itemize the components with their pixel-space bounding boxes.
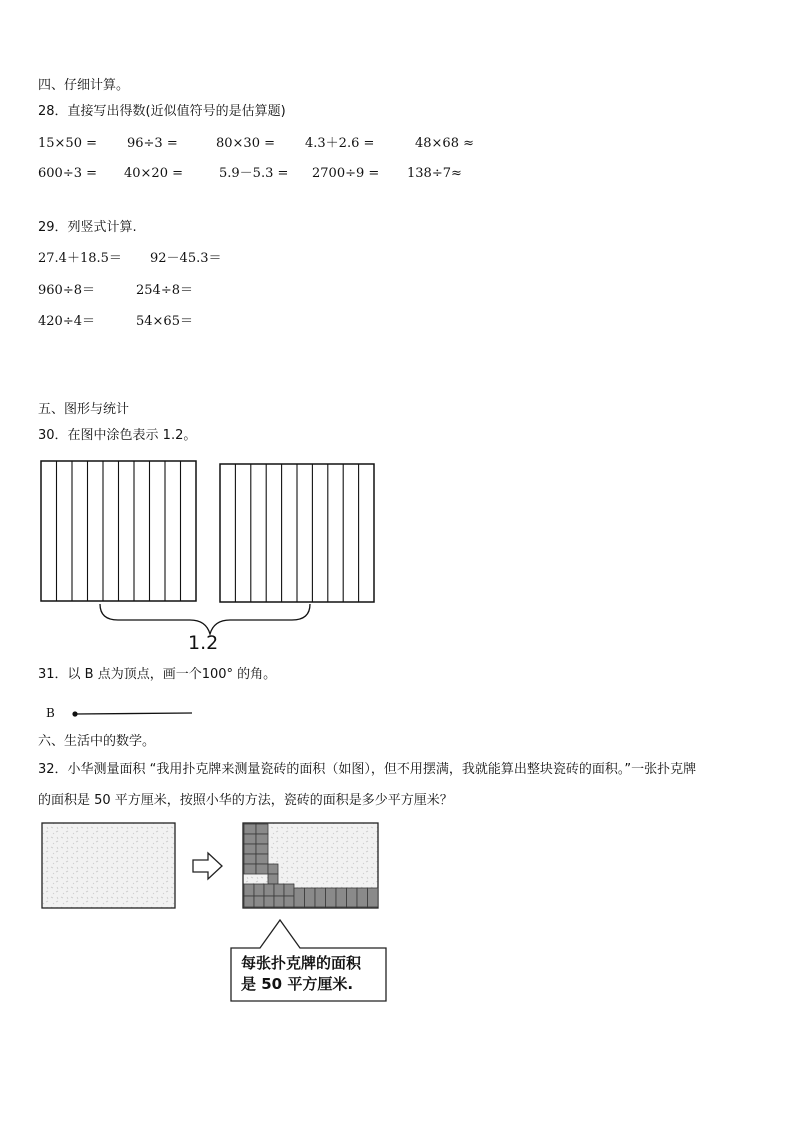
section-6-title: 六、生活中的数学。 [38, 734, 156, 749]
question-28-title: 28．直接写出得数(近似值符号的是估算题) [38, 104, 286, 119]
playing-card [256, 864, 268, 874]
playing-card [256, 824, 268, 834]
section-5-title: 五、图形与统计 [38, 402, 130, 417]
point-b-label: B [46, 706, 55, 720]
q28-item: 15×50 = [38, 136, 98, 151]
playing-card [274, 896, 284, 907]
playing-card [244, 896, 254, 907]
playing-card [244, 854, 256, 864]
q28-item: 600÷3 = [38, 166, 98, 181]
question-29-title: 29．列竖式计算. [38, 220, 137, 235]
q29-item: 254÷8＝ [136, 283, 193, 298]
playing-card [264, 896, 274, 907]
q29-item: 960÷8＝ [38, 283, 95, 298]
playing-card [254, 884, 264, 896]
playing-card [368, 888, 379, 907]
arrow-right-icon [193, 853, 222, 879]
q28-item: 4.3＋2.6 = [305, 136, 375, 151]
question-32-line-1: 32．小华测量面积 “我用扑克牌来测量瓷砖的面积（如图），但不用摆满，我就能算出整块瓷砖的面积。”一张扑克牌 [38, 762, 697, 777]
playing-card [244, 824, 256, 834]
q28-item: 80×30 = [216, 136, 276, 151]
playing-card [244, 844, 256, 854]
tile-left [42, 823, 175, 908]
playing-card [256, 834, 268, 844]
question-31-title: 31．以 B 点为顶点，画一个100° 的角。 [38, 667, 277, 682]
callout-line-1: 每张扑克牌的面积 [241, 954, 362, 972]
q29-item: 27.4＋18.5＝ [38, 251, 122, 266]
ray-b [70, 708, 195, 720]
decimal-grid-figure [0, 455, 400, 655]
q28-item: 96÷3 = [127, 136, 178, 151]
q28-item: 2700÷9 = [312, 166, 380, 181]
q29-item: 54×65＝ [136, 314, 193, 329]
playing-card [357, 888, 368, 907]
question-32-line-2: 的面积是 50 平方厘米，按照小华的方法，瓷砖的面积是多少平方厘米？ [38, 793, 453, 808]
playing-card [256, 854, 268, 864]
grid-left [41, 461, 196, 601]
brace [100, 604, 310, 634]
q28-item: 40×20 = [124, 166, 184, 181]
brace-label: 1.2 [188, 632, 219, 654]
playing-card [244, 834, 256, 844]
q29-item: 420÷4＝ [38, 314, 95, 329]
playing-card [244, 884, 254, 896]
q29-item: 92－45.3＝ [150, 251, 222, 266]
playing-card [264, 884, 274, 896]
q28-item: 138÷7≈ [407, 166, 462, 181]
callout-line-2: 是 50 平方厘米. [241, 975, 354, 993]
question-30-title: 30．在图中涂色表示 1.2。 [38, 428, 197, 443]
playing-card [284, 896, 294, 907]
playing-card [315, 888, 326, 907]
playing-card [268, 874, 278, 884]
playing-card [268, 864, 278, 874]
playing-card [347, 888, 358, 907]
grid-right [220, 464, 374, 602]
playing-card [336, 888, 347, 907]
playing-card [294, 888, 305, 907]
playing-card [254, 896, 264, 907]
playing-card [244, 864, 256, 874]
playing-card [256, 844, 268, 854]
playing-card [274, 884, 284, 896]
playing-card [284, 884, 294, 896]
section-4-title: 四、仔细计算。 [38, 78, 130, 93]
q28-item: 48×68 ≈ [415, 136, 475, 151]
playing-card [326, 888, 337, 907]
q28-item: 5.9－5.3 = [219, 166, 289, 181]
playing-card [305, 888, 316, 907]
